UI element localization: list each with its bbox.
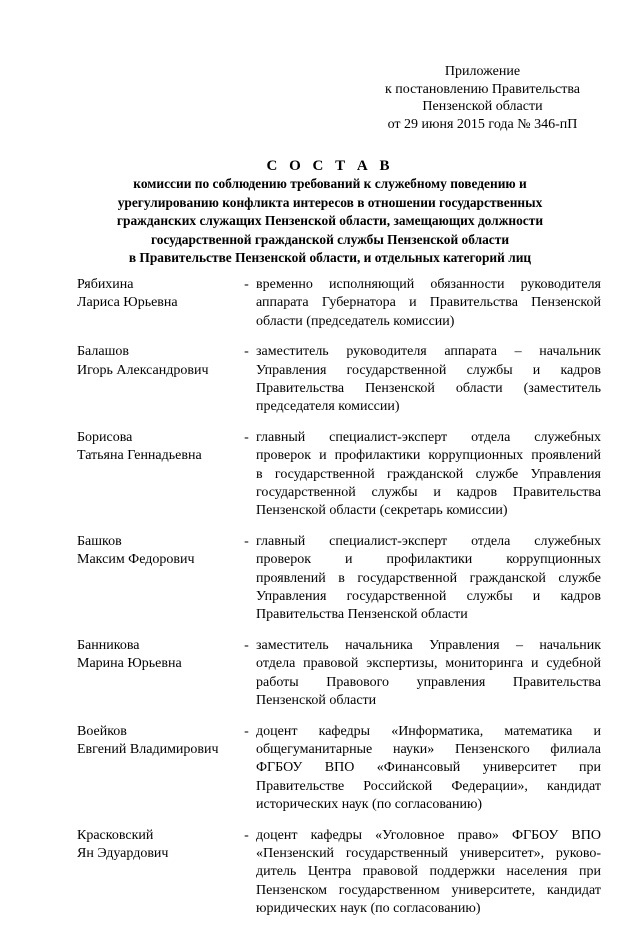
member-position: [256, 276, 601, 331]
position-line: председателя комиссии): [256, 399, 400, 415]
member-dash: -: [244, 344, 249, 360]
member-row: [77, 343, 601, 416]
title-word: С О С Т А В: [266, 158, 394, 174]
appendix-line: Пензенской области: [422, 99, 543, 114]
member-row: [77, 276, 601, 331]
member-name: [77, 637, 237, 710]
position-line: главный специалист-эксперт отдела служебных: [256, 430, 601, 446]
position-line: работы Правового управления Правительства: [256, 674, 601, 690]
member-position: [256, 827, 601, 918]
member-row: [77, 827, 601, 918]
position-line: временно исполняющий обязанности руководителя: [256, 277, 601, 292]
position-line: общегуманитарные науки» Пензенского филиала: [256, 742, 601, 758]
member-row: [77, 723, 601, 814]
member-position: [256, 637, 601, 710]
position-line: исторических наук (по согласованию): [256, 796, 483, 812]
members-list: [77, 276, 601, 931]
appendix-line: Приложение: [444, 64, 521, 79]
member-surname: Воейков: [77, 723, 127, 739]
position-line: проверок и профилактики коррупционных: [256, 552, 601, 568]
position-line: государственной службы и кадров Правительства: [256, 484, 601, 500]
member-position: [256, 429, 601, 520]
position-line: проявлений в государственной гражданской службе: [256, 570, 601, 586]
position-line: области (председатель комиссии): [256, 313, 455, 329]
position-line: «Пензенский государственный университет», руково-: [256, 846, 601, 862]
member-surname: Рябихина: [77, 277, 134, 292]
member-name: [77, 429, 237, 520]
position-line: ФГБОУ ВПО «Финансовый университет при: [256, 760, 601, 776]
member-surname: Башков: [77, 534, 122, 550]
position-line: Пензенской области (секретарь комиссии): [256, 503, 508, 519]
member-name: [77, 533, 237, 624]
member-given: Татьяна Геннадьевна: [77, 448, 202, 464]
member-dash: -: [244, 638, 249, 654]
member-surname: Красковский: [77, 827, 154, 843]
position-line: юридических наук (по согласованию): [256, 900, 481, 916]
position-line: главный специалист-эксперт отдела служебных: [256, 534, 601, 550]
appendix-line: от 29 июня 2015 года № 346-пП: [387, 116, 578, 132]
member-position: [256, 723, 601, 814]
member-name: [77, 343, 237, 416]
member-row: [77, 533, 601, 624]
member-given: Ян Эдуардович: [77, 846, 169, 862]
member-row: [77, 637, 601, 710]
member-given: Лариса Юрьевна: [77, 295, 178, 311]
title-line: комиссии по соблюдению требований к служебному поведению и: [133, 176, 527, 191]
position-line: Управления государственной службы и кадров: [256, 362, 601, 378]
position-line: заместитель руководителя аппарата – начальник: [256, 344, 601, 360]
title-line: урегулированию конфликта интересов в отношении государственных: [117, 194, 543, 210]
member-given: Марина Юрьевна: [77, 656, 182, 672]
member-dash: -: [244, 534, 249, 550]
member-given: Евгений Владимирович: [77, 742, 219, 758]
position-line: доцент кафедры «Уголовное право» ФГБОУ ВПО: [256, 827, 601, 843]
member-surname: Банникова: [77, 638, 140, 654]
position-line: Правительства Пензенской области (заместитель: [256, 380, 601, 396]
member-surname: Балашов: [77, 344, 129, 360]
member-name: [77, 827, 237, 918]
position-line: проверок и профилактики коррупционных проявлений: [256, 448, 601, 464]
position-line: Пензенском государственном университете, кандидат: [256, 882, 601, 898]
member-row: [77, 429, 601, 520]
position-line: отдела правовой экспертизы, мониторинга и судебной: [256, 656, 601, 672]
position-line: дитель Центра правовой поддержки населения при: [256, 864, 601, 880]
member-dash: -: [244, 277, 249, 292]
member-surname: Борисова: [77, 430, 133, 446]
position-line: аппарата Губернатора и Правительства Пензенской: [256, 295, 601, 311]
position-line: Управления государственной службы и кадров: [256, 588, 601, 604]
member-name: [77, 276, 237, 331]
appendix-line: к постановлению Правительства: [384, 81, 581, 97]
member-dash: -: [244, 430, 249, 446]
title-line: гражданских служащих Пензенской области, замещающих должности: [116, 213, 544, 229]
position-line: Правительства Пензенской области: [256, 607, 468, 623]
member-name: [77, 723, 237, 814]
position-line: заместитель начальника Управления – начальник: [256, 638, 601, 654]
title-line: в Правительстве Пензенской области, и отдельных категорий лиц: [128, 250, 532, 266]
member-position: [256, 533, 601, 624]
appendix-header: [360, 63, 605, 133]
position-line: в государственной гражданской службе Управления: [256, 466, 601, 482]
position-line: Пензенской области: [256, 692, 377, 708]
member-given: Игорь Александрович: [77, 362, 209, 378]
document-title: [60, 157, 600, 268]
position-line: доцент кафедры «Информатика, математика и: [256, 723, 601, 739]
title-line: государственной гражданской службы Пензенской области: [150, 231, 510, 247]
member-position: [256, 343, 601, 416]
member-dash: -: [244, 723, 249, 739]
member-given: Максим Федорович: [77, 552, 195, 568]
position-line: Правительстве Российской Федерации», кандидат: [256, 778, 601, 794]
member-dash: -: [244, 827, 249, 843]
